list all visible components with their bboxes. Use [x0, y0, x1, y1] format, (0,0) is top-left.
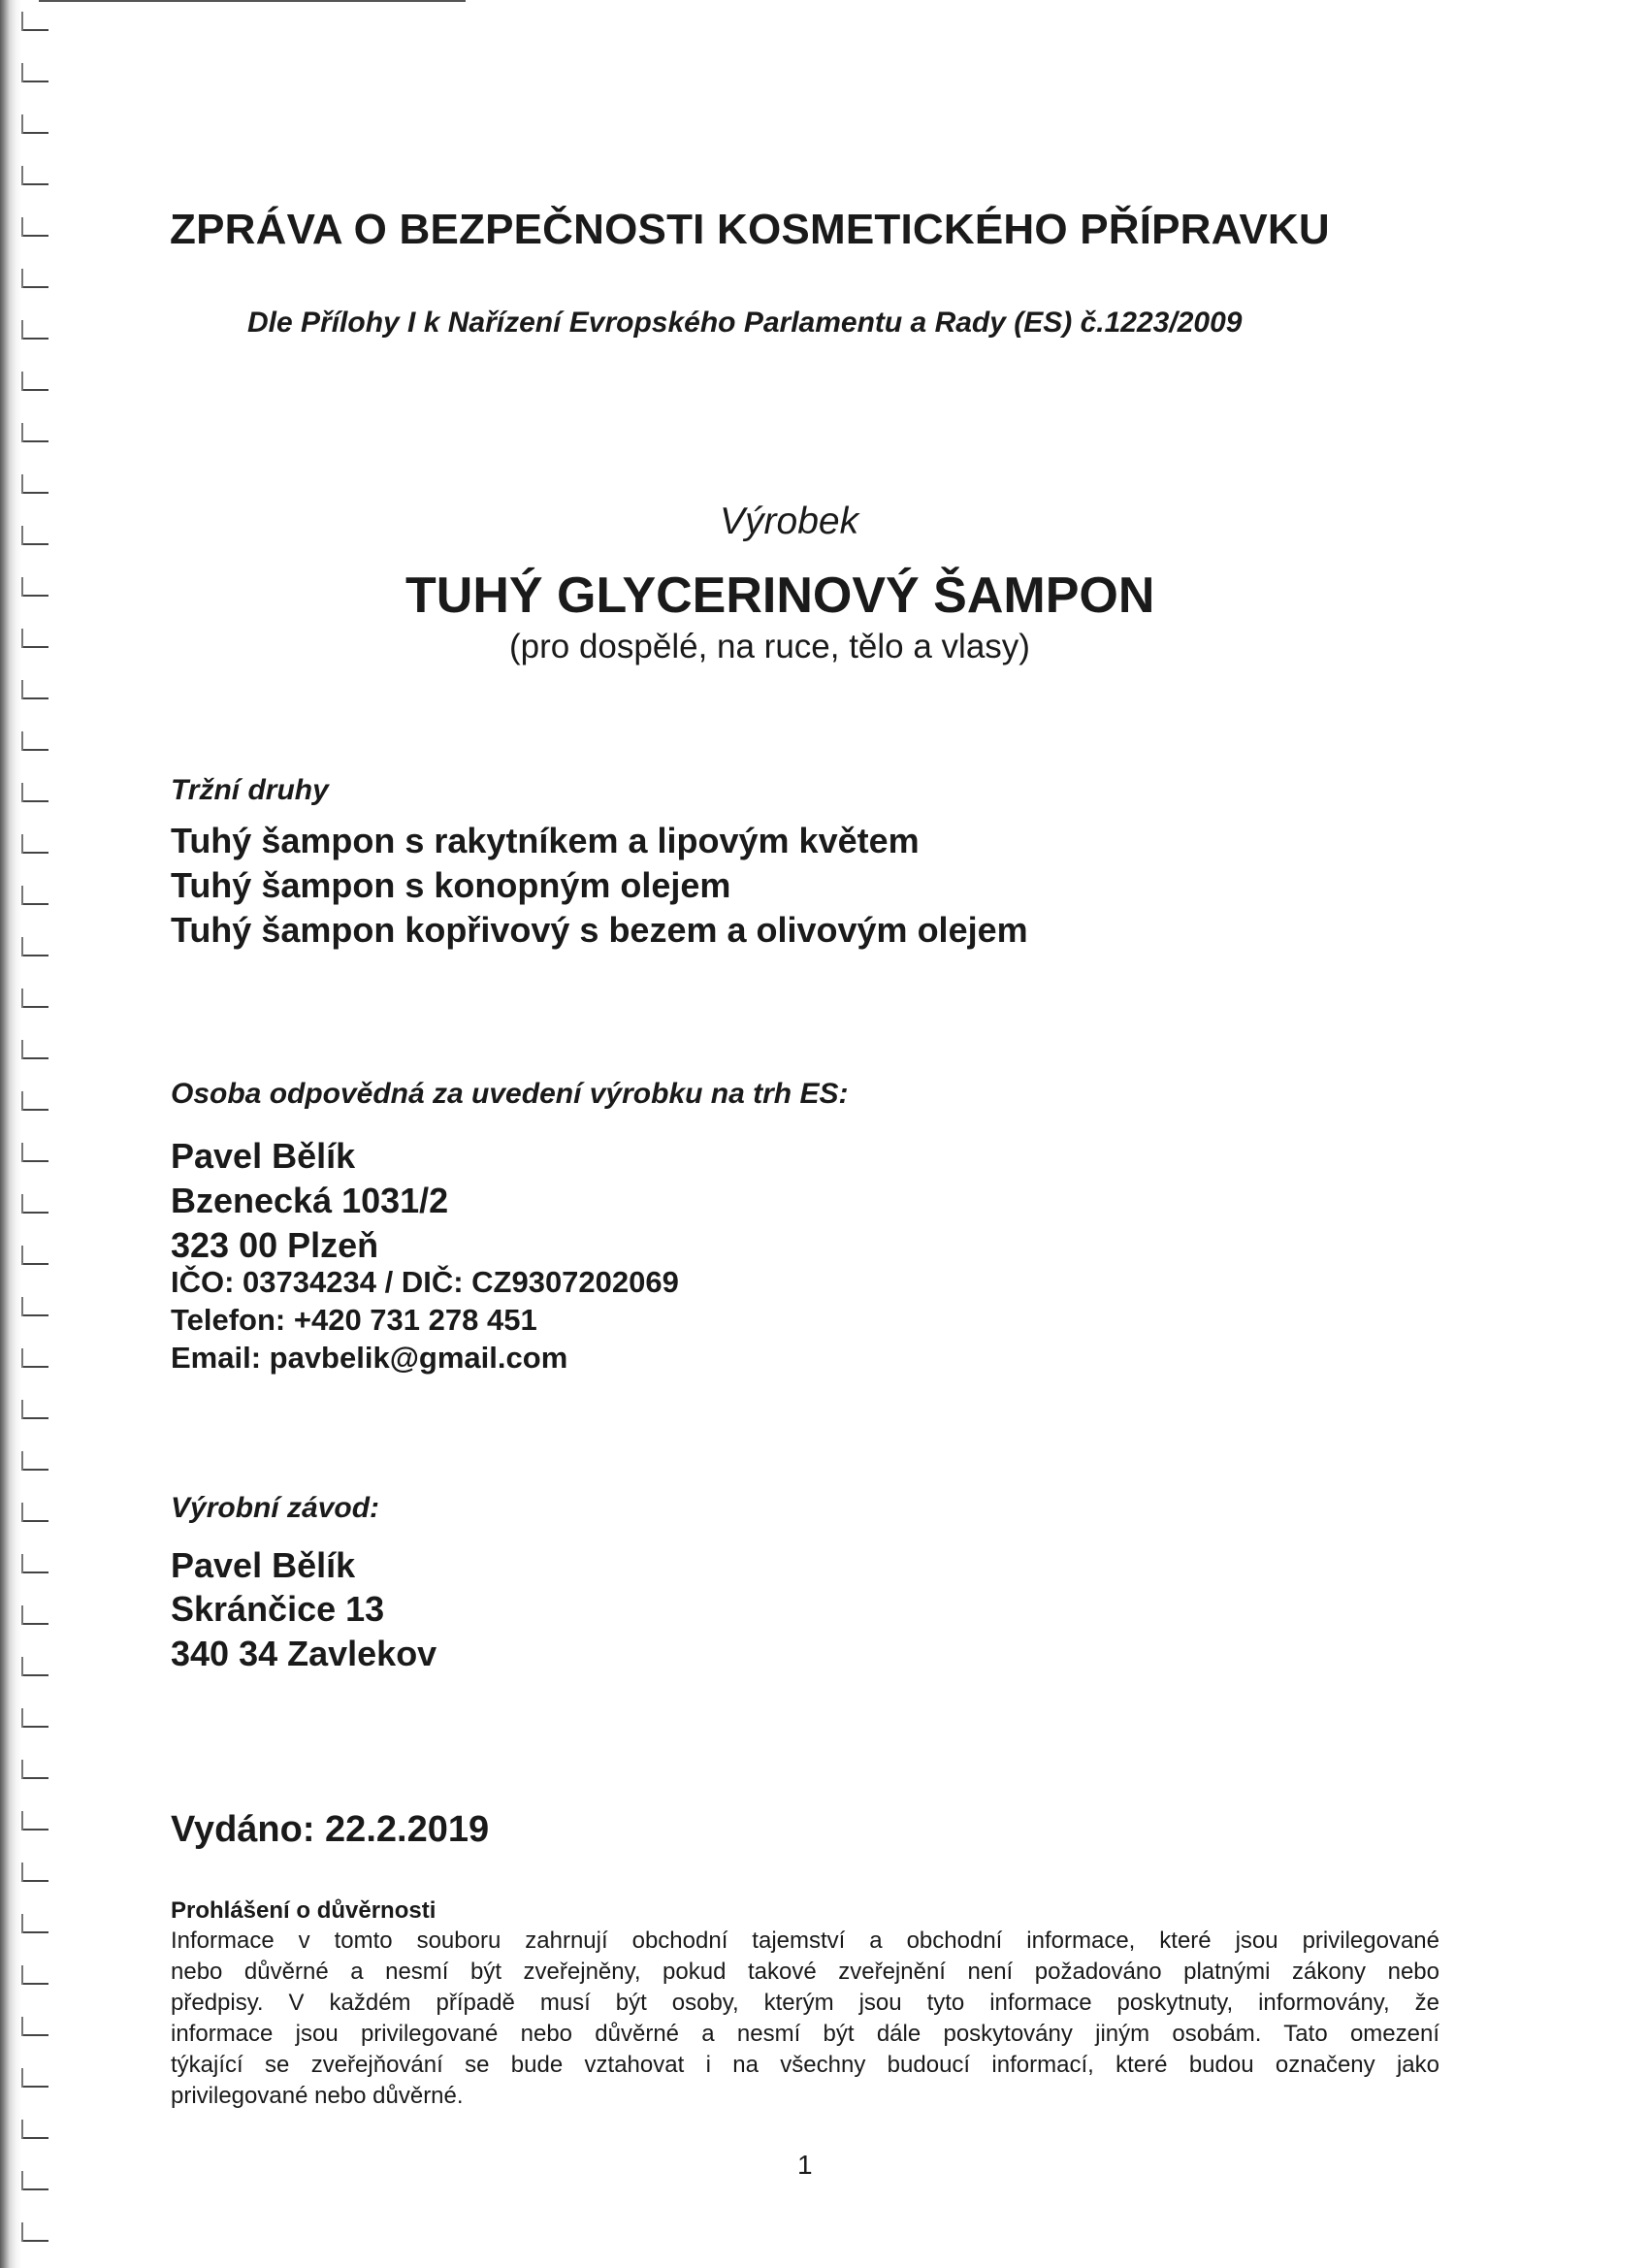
binding-hole-mark [21, 1880, 48, 1882]
confidentiality-line: privilegované nebo důvěrné. [171, 2083, 464, 2109]
binding-hole-mark [21, 81, 48, 82]
confidentiality-line: Informace v tomto souboru zahrnují obchodní tajemství a obchodní informace, které jsou privilegované [171, 1928, 1439, 1954]
responsible-person-ids: IČO: 03734234 / DIČ: CZ9307202069 [171, 1265, 679, 1299]
binding-hole-mark [21, 1983, 48, 1985]
confidentiality-line: informace jsou privilegované nebo důvěrné a nesmí být dále poskytovány jiným osobám. Tato omezení [171, 2021, 1439, 2047]
product-label: Výrobek [720, 501, 859, 542]
binding-hole-mark [21, 955, 48, 956]
issue-date: Vydáno: 22.2.2019 [171, 1809, 490, 1850]
confidentiality-line: nebo důvěrné a nesmí být zveřejněny, pokud takové zveřejnění není požadováno platnými zákony nebo [171, 1959, 1439, 1985]
factory-street: Skránčice 13 [171, 1589, 385, 1629]
binding-hole-mark [21, 2034, 48, 2036]
document-subtitle: Dle Přílohy I k Nařízení Evropského Parlamentu a Rady (ES) č.1223/2009 [247, 307, 1243, 339]
product-name: TUHÝ GLYCERINOVÝ ŠAMPON [405, 567, 1155, 624]
binding-hole-mark [21, 286, 48, 288]
binding-hole-mark [21, 1160, 48, 1162]
binding-hole-mark [21, 1469, 48, 1471]
binding-hole-mark [21, 1109, 48, 1111]
binding-hole-mark [21, 543, 48, 545]
binding-hole-mark [21, 1726, 48, 1728]
binding-hole-mark [21, 1417, 48, 1419]
binding-hole-mark [21, 1931, 48, 1933]
binding-hole-mark [21, 1366, 48, 1368]
responsible-person-phone: Telefon: +420 731 278 451 [171, 1303, 537, 1337]
binding-hole-mark [21, 2137, 48, 2139]
binding-hole-mark [21, 389, 48, 391]
binding-hole-mark [21, 646, 48, 648]
product-note: (pro dospělé, na ruce, tělo a vlasy) [509, 628, 1030, 665]
market-type-item: Tuhý šampon s rakytníkem a lipovým květem [171, 821, 920, 860]
binding-hole-mark [21, 903, 48, 905]
binding-hole-mark [21, 132, 48, 134]
binding-hole-mark [21, 1829, 48, 1831]
responsible-person-email: Email: pavbelik@gmail.com [171, 1341, 568, 1375]
page-number: 1 [797, 2150, 813, 2180]
responsible-person-label: Osoba odpovědná za uvedení výrobku na trh ES: [171, 1078, 849, 1110]
binding-hole-mark [21, 749, 48, 751]
binding-hole-mark [21, 235, 48, 237]
binding-hole-mark [21, 2240, 48, 2242]
confidentiality-line: předpisy. V každém případě musí být osoby, kterým jsou tyto informace poskytnuty, informovány, že [171, 1990, 1439, 2016]
market-type-item: Tuhý šampon kopřivový s bezem a olivovým olejem [171, 910, 1028, 950]
binding-hole-mark [21, 697, 48, 699]
factory-city: 340 34 Zavlekov [171, 1634, 437, 1673]
binding-hole-mark [21, 852, 48, 854]
binding-hole-mark [21, 1520, 48, 1522]
binding-hole-mark [21, 183, 48, 185]
factory-label: Výrobní závod: [171, 1492, 380, 1524]
binding-hole-mark [21, 1006, 48, 1008]
binding-hole-mark [21, 800, 48, 802]
binding-hole-mark [21, 595, 48, 597]
binding-hole-mark [21, 2086, 48, 2088]
binding-hole-mark [21, 1212, 48, 1214]
binding-hole-mark [21, 29, 48, 31]
binding-hole-mark [21, 440, 48, 442]
responsible-person-street: Bzenecká 1031/2 [171, 1181, 449, 1220]
market-types-label: Tržní druhy [171, 774, 329, 806]
scan-edge-line [39, 0, 466, 2]
binding-hole-mark [21, 492, 48, 494]
binding-hole-mark [21, 1623, 48, 1625]
market-type-item: Tuhý šampon s konopným olejem [171, 865, 731, 905]
binding-hole-mark [21, 1263, 48, 1265]
binding-hole-mark [21, 338, 48, 340]
document-title: ZPRÁVA O BEZPEČNOSTI KOSMETICKÉHO PŘÍPRAVKU [170, 206, 1330, 253]
responsible-person-name: Pavel Bělík [171, 1136, 356, 1176]
confidentiality-title: Prohlášení o důvěrnosti [171, 1897, 436, 1924]
binding-hole-mark [21, 1571, 48, 1573]
binding-hole-mark [21, 1777, 48, 1779]
binding-hole-mark [21, 2188, 48, 2190]
factory-name: Pavel Bělík [171, 1545, 356, 1585]
binding-hole-mark [21, 1057, 48, 1059]
responsible-person-city: 323 00 Plzeň [171, 1225, 379, 1265]
binding-hole-mark [21, 1314, 48, 1316]
confidentiality-line: týkající se zveřejňování se bude vztahovat i na všechny budoucí informací, které budou označeny jako [171, 2052, 1439, 2078]
binding-hole-mark [21, 1674, 48, 1676]
confidentiality-text [171, 1926, 1439, 2112]
spiral-binding [0, 0, 58, 2268]
